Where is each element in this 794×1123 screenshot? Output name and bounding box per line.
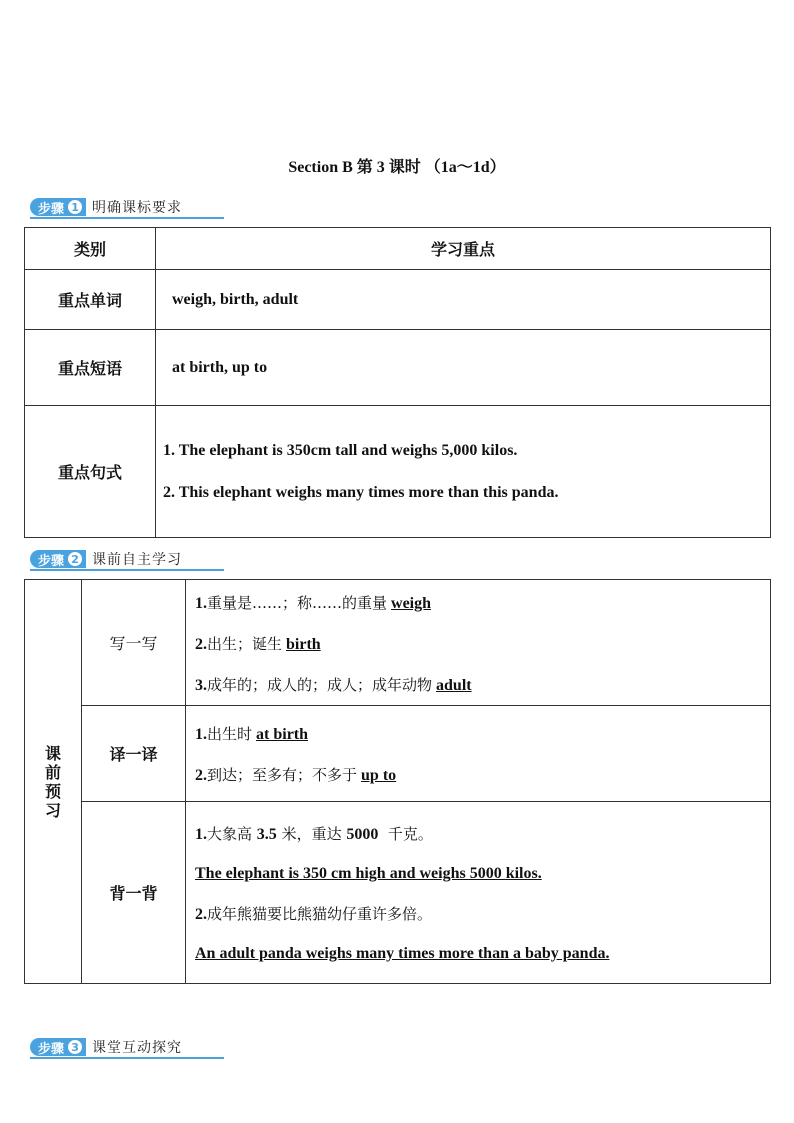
recite-question-2	[187, 903, 769, 924]
step-badge-label: 步骤	[38, 201, 65, 217]
step-2-heading	[30, 549, 182, 569]
item-number: 1.	[195, 595, 207, 612]
step-badge	[30, 198, 86, 216]
list-item	[187, 633, 769, 654]
table-row	[25, 706, 771, 802]
preview-table	[24, 579, 771, 984]
item-prompt: 出生；诞生	[207, 635, 283, 653]
step-3-heading	[30, 1037, 182, 1057]
write-items	[186, 580, 771, 706]
header-focus: 学习重点	[156, 228, 771, 270]
row-label-sentences: 重点句式	[25, 406, 156, 538]
list-item	[187, 723, 769, 744]
requirements-table	[24, 227, 771, 538]
recite-answer-2	[187, 944, 769, 963]
answer-sentence: The elephant is 350 cm high and weighs 5000 kilos.	[195, 864, 542, 882]
step-badge-label: 步骤	[38, 553, 65, 569]
item-number: 1.	[195, 825, 207, 843]
table-row	[25, 580, 771, 706]
item-number: 2.	[195, 905, 207, 923]
row-label-phrases: 重点短语	[25, 330, 156, 406]
recite-question-1	[187, 823, 769, 844]
list-item	[187, 674, 769, 695]
item-number: 2.	[195, 766, 207, 784]
question-number: 5000	[346, 825, 379, 843]
category-write: 写一写	[82, 580, 186, 706]
step-title: 课前自主学习	[92, 552, 183, 568]
question-text: 千克。	[387, 824, 433, 843]
step-1-heading	[30, 197, 182, 217]
page-title: Section B 第 3 课时 （1a～1d）	[288, 159, 506, 176]
recite-items	[186, 802, 771, 984]
sentence-1: 1. The elephant is 350cm tall and weighs 5,000 kilos.	[163, 441, 518, 459]
item-answer: weigh	[391, 595, 432, 612]
question-number: 3.5	[256, 825, 277, 843]
step-number: 2	[68, 552, 82, 566]
item-prompt: 出生时	[207, 724, 253, 743]
table-row	[25, 330, 771, 406]
list-item	[187, 592, 769, 613]
step-number: 1	[68, 200, 82, 214]
item-answer: adult	[436, 677, 472, 694]
item-answer: up to	[361, 766, 397, 784]
recite-answer-1	[187, 864, 769, 883]
header-category: 类别	[25, 228, 156, 270]
category-recite: 背一背	[82, 802, 186, 984]
table-row	[25, 406, 771, 538]
step-badge	[30, 550, 86, 568]
item-answer: at birth	[256, 725, 309, 743]
step-title: 课堂互动探究	[92, 1040, 183, 1056]
step-title: 明确课标要求	[92, 200, 183, 216]
item-number: 3.	[195, 677, 207, 694]
step-badge-label: 步骤	[38, 1041, 65, 1057]
side-label-preview	[25, 580, 82, 984]
item-answer: birth	[286, 636, 321, 653]
item-number: 2.	[195, 636, 207, 653]
step-badge	[30, 1038, 86, 1056]
step-underline	[30, 217, 224, 219]
item-prompt: 成年的；成人的；成人；成年动物	[207, 676, 433, 694]
list-item	[187, 764, 769, 785]
row-content-sentences	[156, 406, 771, 538]
table-row	[25, 270, 771, 330]
item-prompt: 重量是……；称……的重量	[207, 594, 388, 612]
step-underline	[30, 1057, 224, 1059]
translate-items	[186, 706, 771, 802]
row-content-words: weigh, birth, adult	[156, 270, 771, 330]
item-prompt: 到达；至多有；不多于	[207, 765, 358, 784]
answer-sentence: An adult panda weighs many times more than a baby panda.	[195, 944, 610, 962]
question-text: 米，重达	[281, 824, 342, 843]
item-number: 1.	[195, 725, 207, 743]
step-number: 3	[68, 1040, 82, 1054]
step-underline	[30, 569, 224, 571]
category-translate: 译一译	[82, 706, 186, 802]
sentence-2: 2. This elephant weighs many times more than this panda.	[163, 483, 559, 501]
table-header-row	[25, 228, 771, 270]
row-label-words: 重点单词	[25, 270, 156, 330]
table-row	[25, 802, 771, 984]
row-content-phrases: at birth, up to	[156, 330, 771, 406]
side-label-text: 课 前 预 习	[44, 743, 61, 820]
question-text: 大象高	[207, 824, 253, 843]
question-text: 成年熊猫要比熊猫幼仔重许多倍。	[207, 904, 433, 923]
